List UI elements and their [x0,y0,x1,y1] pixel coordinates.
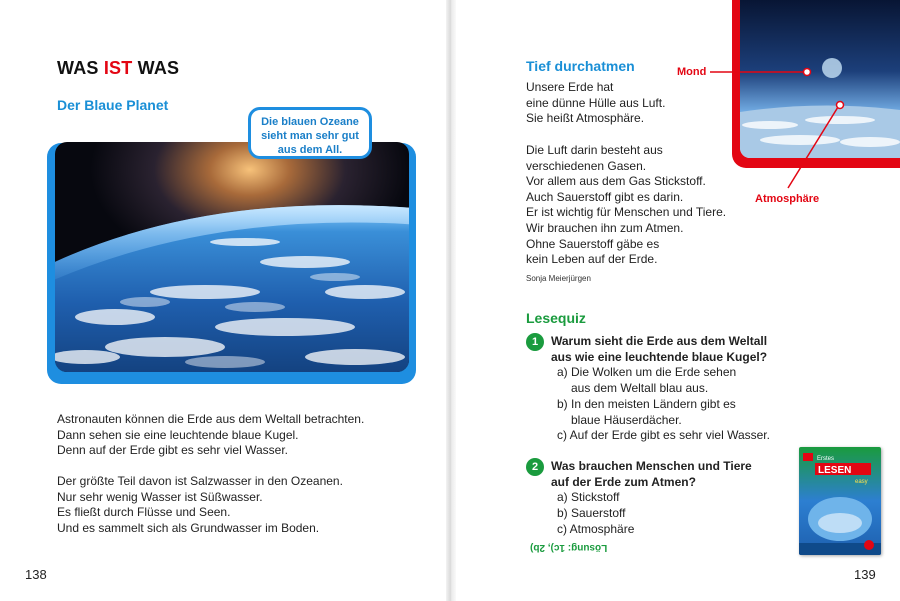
quiz-1-answer-b[interactable]: b) In den meisten Ländern gibt es blaue Häuserdächer. [557,397,736,427]
quiz-number-2: 2 [526,458,544,476]
quiz-2-answer-b[interactable]: b) Sauerstoff [557,506,626,520]
book-tag: easy [855,479,868,485]
speech-bubble: Die blauen Ozeane sieht man sehr gut aus dem All. [248,107,372,159]
quiz-2-answer-a[interactable]: a) Stickstoff [557,490,620,504]
quiz-solution: Lösung: 1c), 2b) [530,542,608,553]
quiz-question-2: Was brauchen Menschen und Tiere auf der Erde zum Atmen? [551,459,752,489]
book-gutter [446,0,456,601]
book-cover [799,447,881,555]
brand-logo: WAS IST WAS [57,58,180,78]
right-paragraph-2: Die Luft darin besteht aus verschiedenen Gasen. Vor allem aus dem Gas Stickstoff. Auch Sauerstoff gibt es darin. Er ist wichtig für Menschen und Tiere. Wir brauchen ihn zum Atmen. Ohne Sauerstoff gäbe es kein Leben auf der Erde. [526,143,727,267]
quiz-1-answer-c[interactable]: c) Auf der Erde gibt es sehr viel Wasser. [557,428,770,442]
left-paragraph-1: Astronauten können die Erde aus dem Weltall betrachten. Dann sehen sie eine leuchtende blaue Kugel. Denn auf der Erde gibt es sehr viel Wasser. [57,412,365,458]
callout-lines [700,55,860,205]
quiz-title: Lesequiz [526,310,586,326]
book-title: LESEN [818,465,852,476]
right-paragraph-1: Unsere Erde hat eine dünne Hülle aus Luft. Sie heißt Atmosphäre. [526,80,666,126]
page-number-right: 139 [854,567,876,582]
author-credit: Sonja Meierjürgen [526,274,591,283]
earth-photo [55,142,409,372]
book-brand: Erstes [817,456,835,462]
left-heading: Der Blaue Planet [57,97,169,113]
quiz-number-1: 1 [526,333,544,351]
page-number-left: 138 [25,567,47,582]
quiz-2-answer-c[interactable]: c) Atmosphäre [557,522,635,536]
callout-moon: Mond [677,66,707,78]
quiz-question-1: Warum sieht die Erde aus dem Weltall aus wie eine leuchtende blaue Kugel? [551,334,768,364]
callout-atmosphere: Atmosphäre [755,193,820,205]
quiz-1-answer-a[interactable]: a) Die Wolken um die Erde sehen aus dem Weltall blau aus. [557,365,737,395]
left-paragraph-2: Der größte Teil davon ist Salzwasser in den Ozeanen. Nur sehr wenig Wasser ist Süßwasser. Es fließt durch Flüsse und Seen. Und es sammelt sich als Grundwasser im Boden. [57,474,343,535]
right-heading: Tief durchatmen [526,58,635,74]
